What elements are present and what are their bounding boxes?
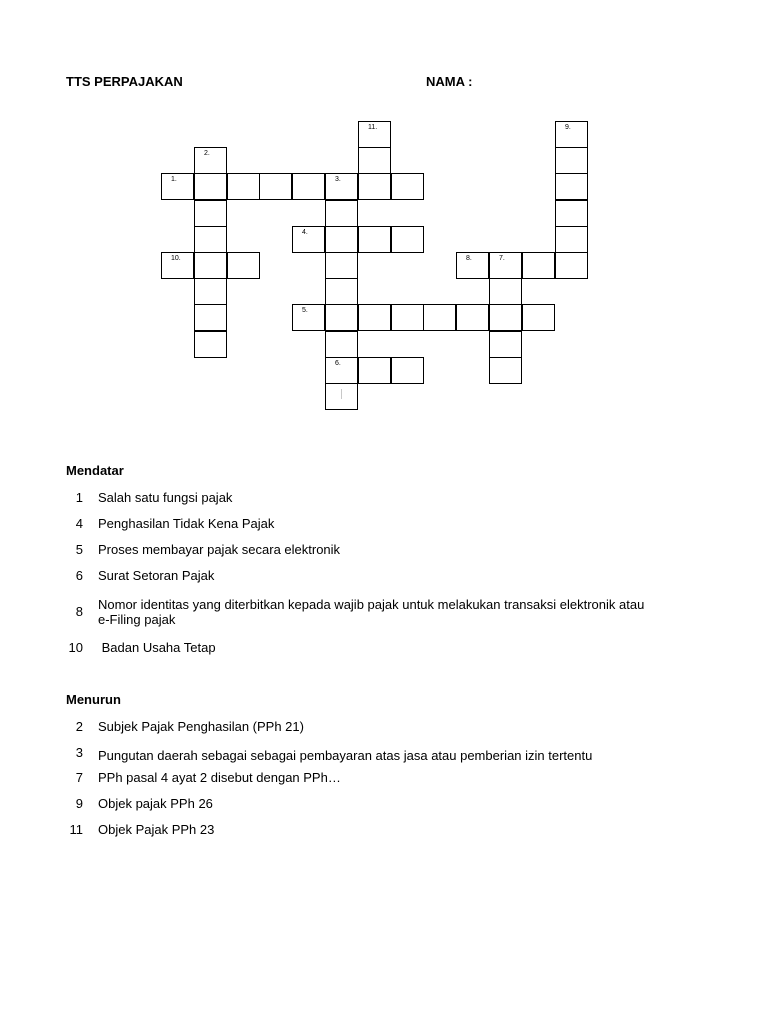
crossword-cell[interactable] <box>325 200 358 227</box>
crossword-cell[interactable] <box>259 173 292 200</box>
cell-number: 8. <box>466 255 472 262</box>
numbered-crossword-cell[interactable] <box>555 121 588 148</box>
across-heading: Mendatar <box>66 463 124 478</box>
crossword-cell[interactable] <box>391 173 424 200</box>
numbered-crossword-cell[interactable] <box>456 252 489 279</box>
numbered-crossword-cell[interactable] <box>489 252 522 279</box>
clue-text: Objek Pajak PPh 23 <box>98 822 215 837</box>
crossword-cell[interactable] <box>325 331 358 358</box>
clue-text: Objek pajak PPh 26 <box>98 796 213 811</box>
clue-number: 6 <box>75 568 83 583</box>
crossword-cell[interactable] <box>227 173 260 200</box>
clue-text: Badan Usaha Tetap <box>98 640 216 655</box>
clue-text: Penghasilan Tidak Kena Pajak <box>98 516 275 531</box>
crossword-cell[interactable] <box>194 200 227 227</box>
crossword-cell[interactable] <box>555 200 588 227</box>
numbered-crossword-cell[interactable] <box>292 226 325 253</box>
numbered-crossword-cell[interactable] <box>292 304 325 331</box>
crossword-cell[interactable] <box>292 173 325 200</box>
name-label: NAMA : <box>426 74 473 89</box>
clue-number: 4 <box>75 516 83 531</box>
cell-number: 9. <box>565 124 571 131</box>
crossword-cell[interactable] <box>489 331 522 358</box>
crossword-grid <box>0 0 768 460</box>
crossword-cell[interactable] <box>358 147 391 174</box>
cell-number: 10. <box>171 255 181 262</box>
crossword-cell[interactable] <box>325 226 358 253</box>
crossword-cell[interactable] <box>194 304 227 331</box>
down-heading: Menurun <box>66 692 121 707</box>
crossword-cell[interactable] <box>391 357 424 384</box>
numbered-crossword-cell[interactable] <box>161 252 194 279</box>
crossword-cell[interactable] <box>489 304 522 331</box>
crossword-cell[interactable] <box>522 252 555 279</box>
crossword-cell[interactable] <box>391 304 424 331</box>
numbered-crossword-cell[interactable] <box>325 173 358 200</box>
numbered-crossword-cell[interactable] <box>358 121 391 148</box>
cell-number: 7. <box>499 255 505 262</box>
clue-text: Subjek Pajak Penghasilan (PPh 21) <box>98 719 304 734</box>
cell-number: 5. <box>302 307 308 314</box>
crossword-cell[interactable] <box>358 173 391 200</box>
cell-number: 3. <box>335 176 341 183</box>
cell-number: 4. <box>302 229 308 236</box>
crossword-cell[interactable] <box>423 304 456 331</box>
clue-text: Salah satu fungsi pajak <box>98 490 233 505</box>
clue-text-continued: e-Filing pajak <box>98 612 176 627</box>
crossword-cell[interactable] <box>489 357 522 384</box>
clue-text: Proses membayar pajak secara elektronik <box>98 542 341 557</box>
crossword-cell[interactable] <box>489 278 522 305</box>
crossword-cell[interactable] <box>325 304 358 331</box>
crossword-cell[interactable] <box>522 304 555 331</box>
clue-number: 10 <box>68 640 83 655</box>
crossword-cell[interactable] <box>194 173 227 200</box>
clue-text: Pungutan daerah sebagai sebagai pembayaran atas jasa atau pemberian izin tertentu <box>98 748 593 763</box>
crossword-cell[interactable] <box>555 147 588 174</box>
crossword-cell[interactable] <box>391 226 424 253</box>
clue-text: PPh pasal 4 ayat 2 disebut dengan PPh… <box>98 770 341 785</box>
crossword-cell[interactable] <box>194 278 227 305</box>
crossword-cell[interactable] <box>358 357 391 384</box>
clue-number: 7 <box>75 770 83 785</box>
clue-number: 11 <box>69 822 83 837</box>
worksheet-title: TTS PERPAJAKAN <box>66 74 183 89</box>
crossword-cell[interactable] <box>194 252 227 279</box>
clue-number: 8 <box>75 604 83 619</box>
clue-text: Surat Setoran Pajak <box>98 568 215 583</box>
crossword-cell[interactable] <box>325 252 358 279</box>
crossword-cell[interactable] <box>325 278 358 305</box>
crossword-cell[interactable] <box>358 304 391 331</box>
cell-number: 1. <box>171 176 177 183</box>
crossword-cell[interactable] <box>456 304 489 331</box>
cell-number: 11. <box>368 124 378 131</box>
crossword-cell[interactable] <box>194 226 227 253</box>
text-cursor-mark <box>341 389 342 399</box>
crossword-cell[interactable] <box>358 226 391 253</box>
crossword-cell[interactable] <box>555 173 588 200</box>
clue-number: 9 <box>75 796 83 811</box>
numbered-crossword-cell[interactable] <box>161 173 194 200</box>
cell-number: 2. <box>204 150 210 157</box>
numbered-crossword-cell[interactable] <box>325 357 358 384</box>
crossword-cell[interactable] <box>194 331 227 358</box>
crossword-cell[interactable] <box>325 383 358 410</box>
crossword-cell[interactable] <box>555 226 588 253</box>
crossword-cell[interactable] <box>227 252 260 279</box>
clue-number: 2 <box>75 719 83 734</box>
cell-number: 6. <box>335 360 341 367</box>
clue-number: 5 <box>75 542 83 557</box>
clue-number: 1 <box>75 490 83 505</box>
clue-number: 3 <box>75 745 83 760</box>
crossword-cell[interactable] <box>555 252 588 279</box>
numbered-crossword-cell[interactable] <box>194 147 227 174</box>
clue-text: Nomor identitas yang diterbitkan kepada wajib pajak untuk melakukan transaksi elektronik atau <box>98 597 645 612</box>
